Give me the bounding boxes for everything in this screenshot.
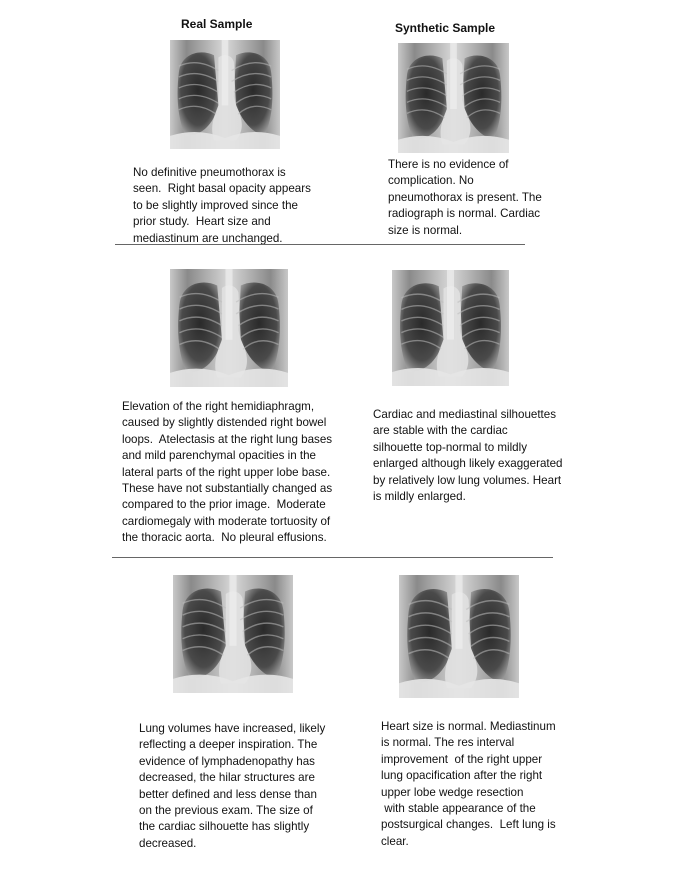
synthetic-xray-image-3 [399, 575, 519, 698]
synthetic-xray-image-2 [392, 270, 509, 386]
real-report-2: Elevation of the right hemidiaphragm, caused by slightly distended right bowel loops. Atelectasis at the right lung bases and mild parenchymal opacities in the lateral parts of the right upper lobe base. These have not substantially changed as compared to the prior image. Moderate cardiomegaly with moderate tortuosity of the thoracic aorta. No pleural effusions. [122, 400, 333, 545]
synthetic-xray-image-1 [398, 43, 509, 153]
real-report-1: No definitive pneumothorax is seen. Right basal opacity appears to be slightly improved since the prior study. Heart size and mediastinum are unchanged. [133, 166, 311, 245]
row-divider-1 [115, 244, 525, 245]
real-xray-image-2 [170, 269, 288, 387]
row-divider-2 [112, 557, 553, 558]
real-xray-image-1 [170, 40, 280, 149]
real-sample-header: Real Sample [181, 17, 253, 31]
synthetic-report-2: Cardiac and mediastinal silhouettes are stable with the cardiac silhouette top-normal to mildly enlarged although likely exaggerated by relatively low lung volumes. Heart is mildly enlarged. [373, 408, 563, 504]
synthetic-report-3: Heart size is normal. Mediastinum is normal. The res interval improvement of the right upper lung opacification after the right upper lobe wedge resection with stable appearance of the postsurgical changes. Left lung is clear. [381, 720, 556, 848]
real-report-3: Lung volumes have increased, likely reflecting a deeper inspiration. The evidence of lymphadenopathy has decreased, the hilar structures are better defined and less dense than on the previous exam. The size of the cardiac silhouette has slightly decreased. [139, 722, 326, 850]
synthetic-report-1: There is no evidence of complication. No pneumothorax is present. The radiograph is normal. Cardiac size is normal. [388, 158, 542, 237]
real-xray-image-3 [173, 575, 293, 693]
synthetic-sample-header: Synthetic Sample [395, 21, 496, 35]
